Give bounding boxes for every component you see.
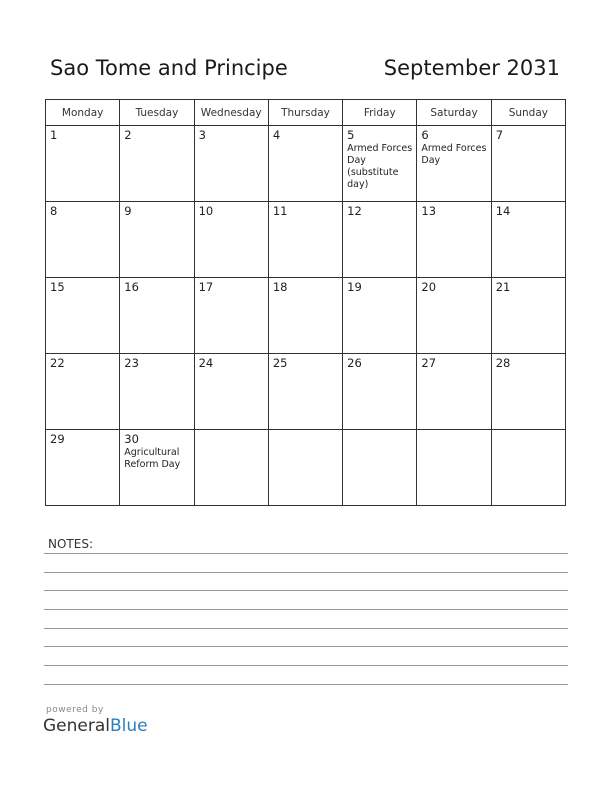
note-line (44, 646, 568, 647)
day-cell (268, 354, 342, 430)
day-cell (120, 354, 194, 430)
note-line (44, 684, 568, 685)
day-number: 18 (272, 280, 288, 294)
day-number: 16 (124, 280, 139, 294)
weekday-header: Tuesday (120, 100, 194, 126)
day-number: 19 (347, 280, 362, 294)
powered-by-text: powered by (46, 705, 104, 715)
day-cell (343, 126, 417, 202)
day-number: 5 (347, 128, 355, 142)
weekday-header-row (46, 100, 566, 126)
day-number: 22 (50, 356, 65, 370)
day-cell (46, 278, 120, 354)
week-row (46, 278, 566, 354)
week-row (46, 430, 566, 506)
day-cell (120, 202, 194, 278)
day-cell (46, 354, 120, 430)
day-cell (491, 430, 565, 506)
day-cell (194, 278, 268, 354)
day-cell (46, 430, 120, 506)
holiday-label: Armed Forces Day (421, 143, 487, 166)
day-number: 30 (124, 432, 139, 446)
day-number: 15 (50, 280, 65, 294)
brand-blue: Blue (110, 716, 148, 736)
day-cell (417, 202, 491, 278)
day-cell (343, 430, 417, 506)
day-cell (491, 202, 565, 278)
note-line (44, 609, 568, 610)
day-number: 10 (198, 204, 214, 218)
holiday-label: Armed Forces Day (substitute day) (347, 143, 413, 190)
day-cell (194, 354, 268, 430)
day-cell (120, 126, 194, 202)
week-row (46, 354, 566, 430)
day-cell (46, 126, 120, 202)
day-number: 1 (50, 128, 58, 142)
day-cell (194, 202, 268, 278)
day-number: 2 (124, 128, 132, 142)
day-cell (417, 126, 491, 202)
day-cell (343, 278, 417, 354)
day-cell (120, 430, 194, 506)
country-title: Sao Tome and Principe (50, 56, 288, 80)
day-number: 29 (50, 432, 65, 446)
weekday-header: Sunday (491, 100, 565, 126)
day-number: 3 (198, 128, 206, 142)
day-number: 11 (272, 204, 288, 218)
day-cell (268, 126, 342, 202)
day-cell (417, 354, 491, 430)
day-cell (491, 278, 565, 354)
day-number: 28 (495, 356, 511, 370)
notes-label: NOTES: (48, 537, 93, 551)
day-cell (194, 126, 268, 202)
weekday-header: Wednesday (194, 100, 268, 126)
day-cell (194, 430, 268, 506)
day-cell (268, 430, 342, 506)
day-number: 7 (495, 128, 504, 142)
weekday-header: Monday (46, 100, 120, 126)
day-cell (417, 278, 491, 354)
day-number: 17 (198, 280, 214, 294)
brand-general: General (43, 716, 110, 736)
day-number: 9 (124, 204, 132, 218)
weekday-header: Friday (343, 100, 417, 126)
day-cell (120, 278, 194, 354)
day-cell (343, 202, 417, 278)
day-cell (343, 354, 417, 430)
month-title: September 2031 (383, 56, 560, 80)
day-number: 12 (347, 204, 362, 218)
day-number: 20 (421, 280, 437, 294)
note-line (44, 628, 568, 629)
day-number: 8 (50, 204, 58, 218)
day-number: 25 (272, 356, 288, 370)
day-number: 24 (198, 356, 214, 370)
day-cell (491, 126, 565, 202)
weekday-header: Saturday (417, 100, 491, 126)
day-number: 13 (421, 204, 437, 218)
day-number: 6 (421, 128, 429, 142)
holiday-label: Agricultural Reform Day (124, 447, 181, 470)
calendar-grid (45, 99, 566, 506)
week-row (46, 126, 566, 202)
day-cell (268, 202, 342, 278)
week-row (46, 202, 566, 278)
generalblue-logo (43, 716, 148, 736)
day-cell (491, 354, 565, 430)
note-line (44, 572, 568, 573)
note-line (44, 590, 568, 591)
weekday-header: Thursday (268, 100, 342, 126)
day-number: 14 (495, 204, 511, 218)
day-cell (268, 278, 342, 354)
day-number: 27 (421, 356, 437, 370)
day-number: 26 (347, 356, 362, 370)
day-number: 23 (124, 356, 139, 370)
note-line (44, 553, 568, 554)
day-number: 4 (272, 128, 281, 142)
day-number: 21 (495, 280, 511, 294)
day-cell (46, 202, 120, 278)
day-cell (417, 430, 491, 506)
note-line (44, 665, 568, 666)
